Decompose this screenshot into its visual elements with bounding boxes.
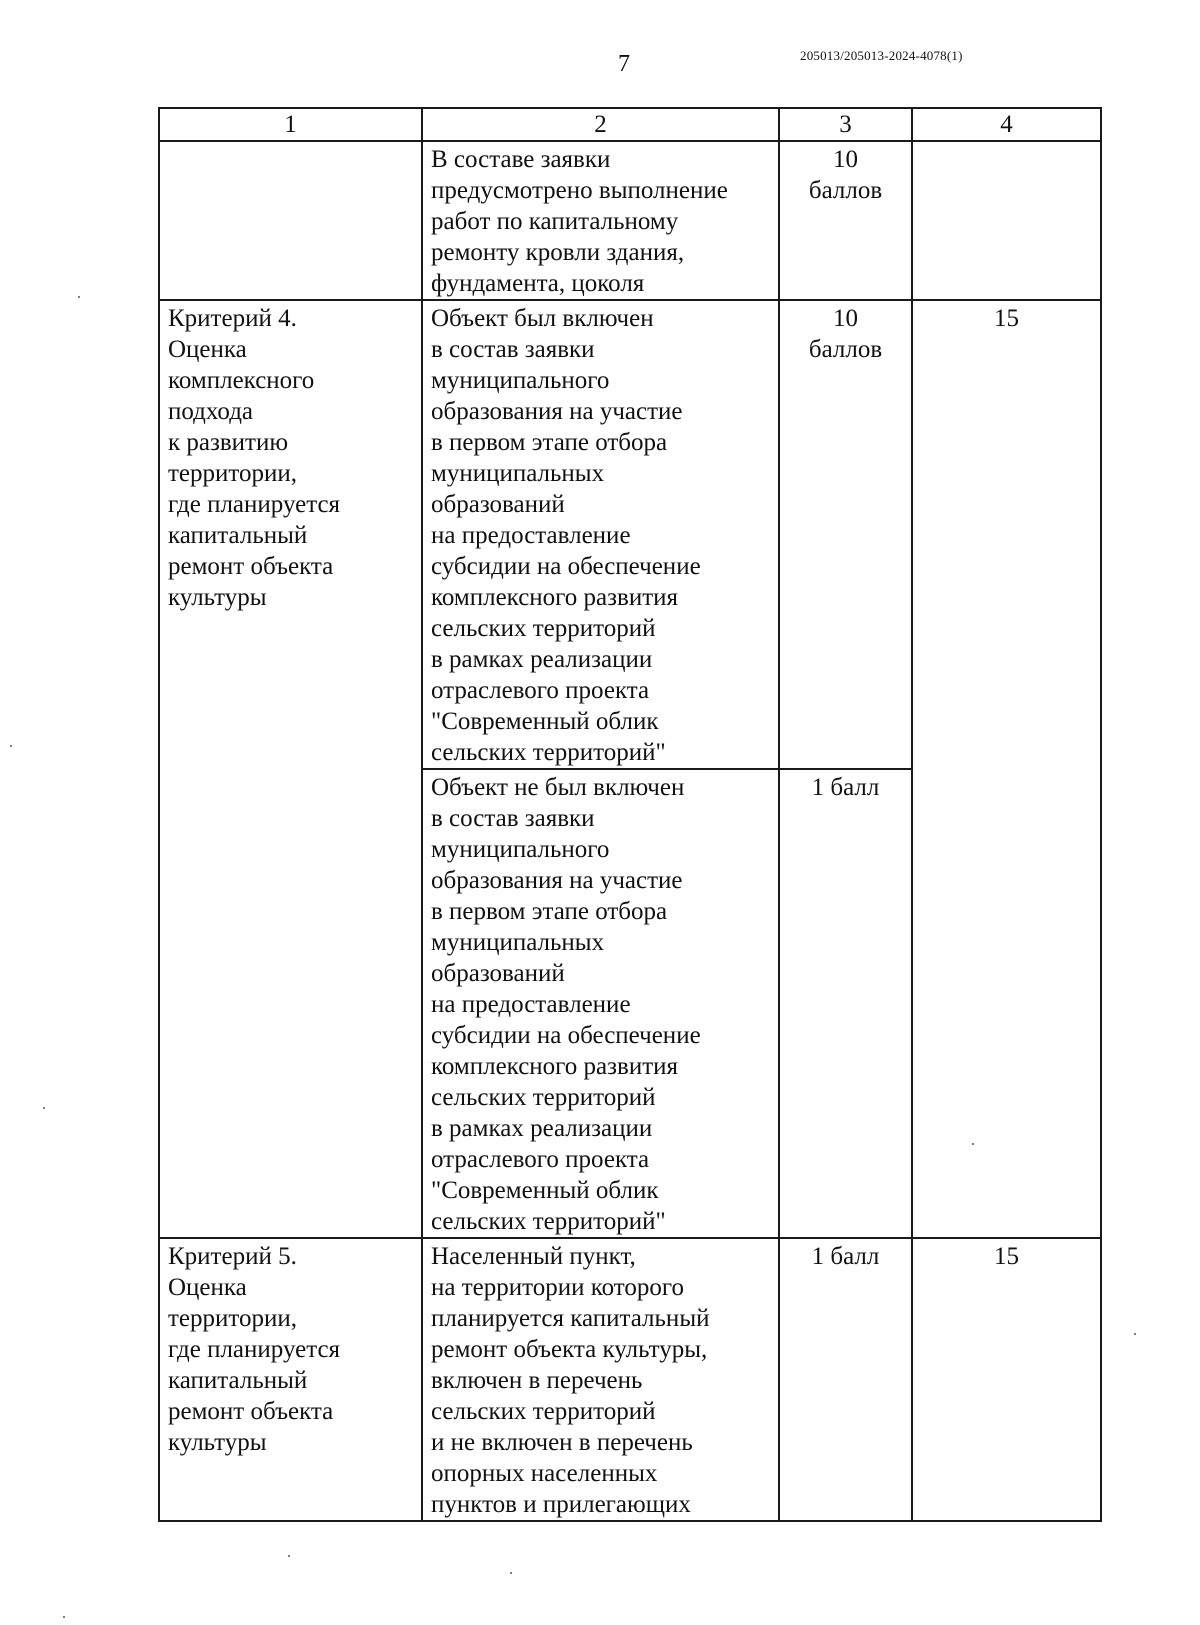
column-number: 3 <box>779 108 912 141</box>
criterion-cell <box>159 141 422 300</box>
scan-speck <box>63 1616 65 1618</box>
weight-text: 15 <box>994 305 1019 332</box>
criterion-cell <box>159 300 422 1238</box>
description-cell <box>422 1238 779 1521</box>
document-code: 205013/205013-2024-4078(1) <box>800 48 963 63</box>
column-number: 4 <box>912 108 1101 141</box>
table-row <box>159 141 1101 300</box>
column-number-row <box>159 108 1101 141</box>
criterion-text: Критерий 4. Оценка комплексного подхода к развитию территории, где планируется капитальный ремонт объекта культуры <box>168 305 341 611</box>
table-row <box>159 1238 1101 1521</box>
criterion-text <box>160 142 421 144</box>
weight-cell <box>912 141 1101 300</box>
scan-speck <box>510 1572 512 1574</box>
description-text: В составе заявки предусмотрено выполнение работ по капитальному ремонту кровли здания, фундамента, цоколя <box>431 146 728 297</box>
points-text: 10 баллов <box>808 305 883 363</box>
description-text: Населенный пункт, на территории которого планируется капитальный ремонт объекта культуры, включен в перечень сельских территорий и не включен в перечень опорных населенных пунктов и прилегающих <box>431 1243 710 1518</box>
criterion-cell <box>159 1238 422 1521</box>
description-text: Объект был включен в состав заявки муниципального образования на участие в первом этапе отбора муниципальных образований на предоставление субсидии на обеспечение комплексного развития сельских территорий в рамках реализации отраслевого проекта "Современный облик сельских территорий" <box>431 305 701 766</box>
table-row <box>159 300 1101 769</box>
weight-text: 15 <box>994 1243 1019 1270</box>
criterion-text: Критерий 5. Оценка территории, где планируется капитальный ремонт объекта культуры <box>168 1243 341 1456</box>
points-text: 10 баллов <box>808 146 883 204</box>
scan-speck <box>78 296 80 298</box>
column-number: 2 <box>422 108 779 141</box>
scan-speck <box>43 1107 45 1109</box>
description-text: Объект не был включен в состав заявки муниципального образования на участие в первом этапе отбора муниципальных образований на предоставление субсидии на обеспечение комплексного развития сельских территорий в рамках реализации отраслевого проекта "Современный облик сельских территорий" <box>431 774 701 1235</box>
points-cell <box>779 1238 912 1521</box>
description-cell <box>422 769 779 1238</box>
description-cell <box>422 300 779 769</box>
weight-text <box>913 142 1100 144</box>
points-text: 1 балл <box>811 1243 880 1270</box>
points-cell <box>779 141 912 300</box>
page-number: 7 <box>618 51 630 77</box>
scan-speck <box>1134 1333 1136 1335</box>
scan-speck <box>288 1555 290 1557</box>
scan-speck <box>10 745 12 747</box>
column-number: 1 <box>159 108 422 141</box>
weight-cell <box>912 300 1101 1238</box>
points-cell <box>779 300 912 769</box>
scan-speck <box>972 1143 974 1145</box>
points-text: 1 балл <box>811 774 880 801</box>
criteria-table <box>158 107 1102 1522</box>
weight-cell <box>912 1238 1101 1521</box>
description-cell <box>422 141 779 300</box>
points-cell <box>779 769 912 1238</box>
